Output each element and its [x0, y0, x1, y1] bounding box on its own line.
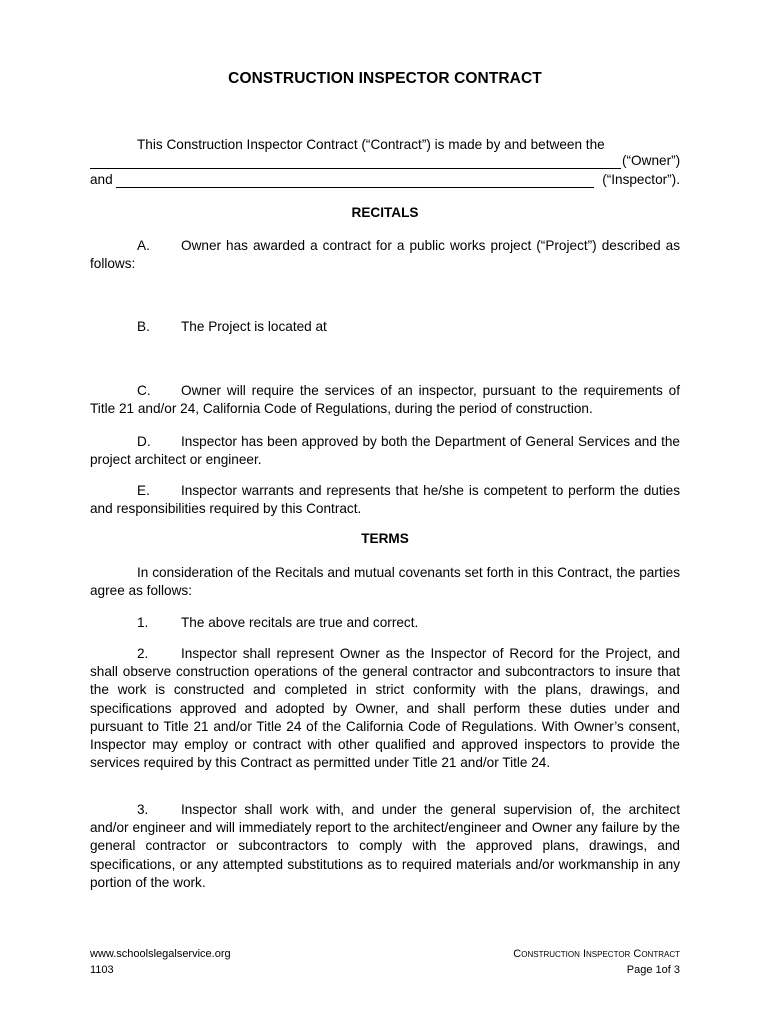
- recital-a: [90, 237, 680, 273]
- recital-b: [90, 318, 680, 336]
- owner-label: (“Owner”): [622, 153, 681, 168]
- recital-c-label: C.: [137, 383, 151, 398]
- recital-e-text: Inspector warrants and represents that he/she is competent to perform the duties and responsibilities required by this Contract.: [90, 483, 680, 517]
- recitals-heading: RECITALS: [351, 205, 419, 220]
- term-1-text: The above recitals are true and correct.: [181, 615, 419, 630]
- footer-right: [430, 946, 680, 978]
- recital-c: [90, 382, 680, 418]
- intro-text: This Construction Inspector Contract (“Contract”) is made by and between the: [137, 137, 605, 152]
- term-1-label: 1.: [137, 615, 149, 630]
- recital-a-text: Owner has awarded a contract for a public works project (“Project”) described as follows:: [90, 238, 680, 272]
- recital-d: [90, 433, 680, 469]
- and-label: and: [90, 172, 113, 187]
- footer-doc-title: Construction Inspector Contract: [513, 948, 680, 960]
- footer-doc-number: 1103: [90, 964, 114, 976]
- terms-heading: TERMS: [361, 531, 409, 546]
- recital-e: [90, 482, 680, 518]
- owner-blank-line: [90, 168, 621, 169]
- term-3: [90, 801, 680, 892]
- footer-left: [90, 946, 231, 978]
- footer-website: www.schoolslegalservice.org: [90, 948, 231, 960]
- term-2-text: Inspector shall represent Owner as the Inspector of Record for the Project, and shall observe construction operations of the general contractor and subcontractors to insure that the work is constructed and completed in strict conformity with the plans, drawings, and specifications approved and adopted by Owner, and shall perform these duties under and pursuant to Title 21 and/or Title 24 of the California Code of Regulations. With Owner’s consent, Inspector may employ or contract with other qualified and approved inspectors to provide the services required by this Contract as permitted under Title 21 and/or Title 24.: [90, 646, 680, 771]
- recital-a-label: A.: [137, 238, 150, 253]
- recital-e-label: E.: [137, 483, 150, 498]
- term-3-label: 3.: [137, 802, 149, 817]
- term-3-text: Inspector shall work with, and under the general supervision of, the architect and/or engineer and will immediately report to the architect/engineer and Owner any failure by the general contractor or subcontractors to comply with the approved plans, drawings, and specifications, or any attempted substitutions as to required materials and/or workmanship in any portion of the work.: [90, 802, 680, 890]
- inspector-blank-line: [116, 187, 594, 188]
- inspector-label: (“Inspector”).: [602, 172, 680, 187]
- term-2: [90, 645, 680, 772]
- recital-b-label: B.: [137, 319, 150, 334]
- recital-c-text: Owner will require the services of an inspector, pursuant to the requirements of Title 21 and/or 24, California Code of Regulations, during the period of construction.: [90, 383, 680, 417]
- terms-intro: In consideration of the Recitals and mutual covenants set forth in this Contract, the parties agree as follows:: [90, 565, 680, 599]
- term-2-label: 2.: [137, 646, 149, 661]
- document-title: CONSTRUCTION INSPECTOR CONTRACT: [228, 70, 542, 87]
- footer-page-number: Page 1of 3: [626, 964, 680, 976]
- recital-d-text: Inspector has been approved by both the Department of General Services and the project architect or engineer.: [90, 434, 680, 468]
- recital-b-text: The Project is located at: [181, 319, 327, 334]
- term-1: [90, 614, 680, 632]
- recital-d-label: D.: [137, 434, 151, 449]
